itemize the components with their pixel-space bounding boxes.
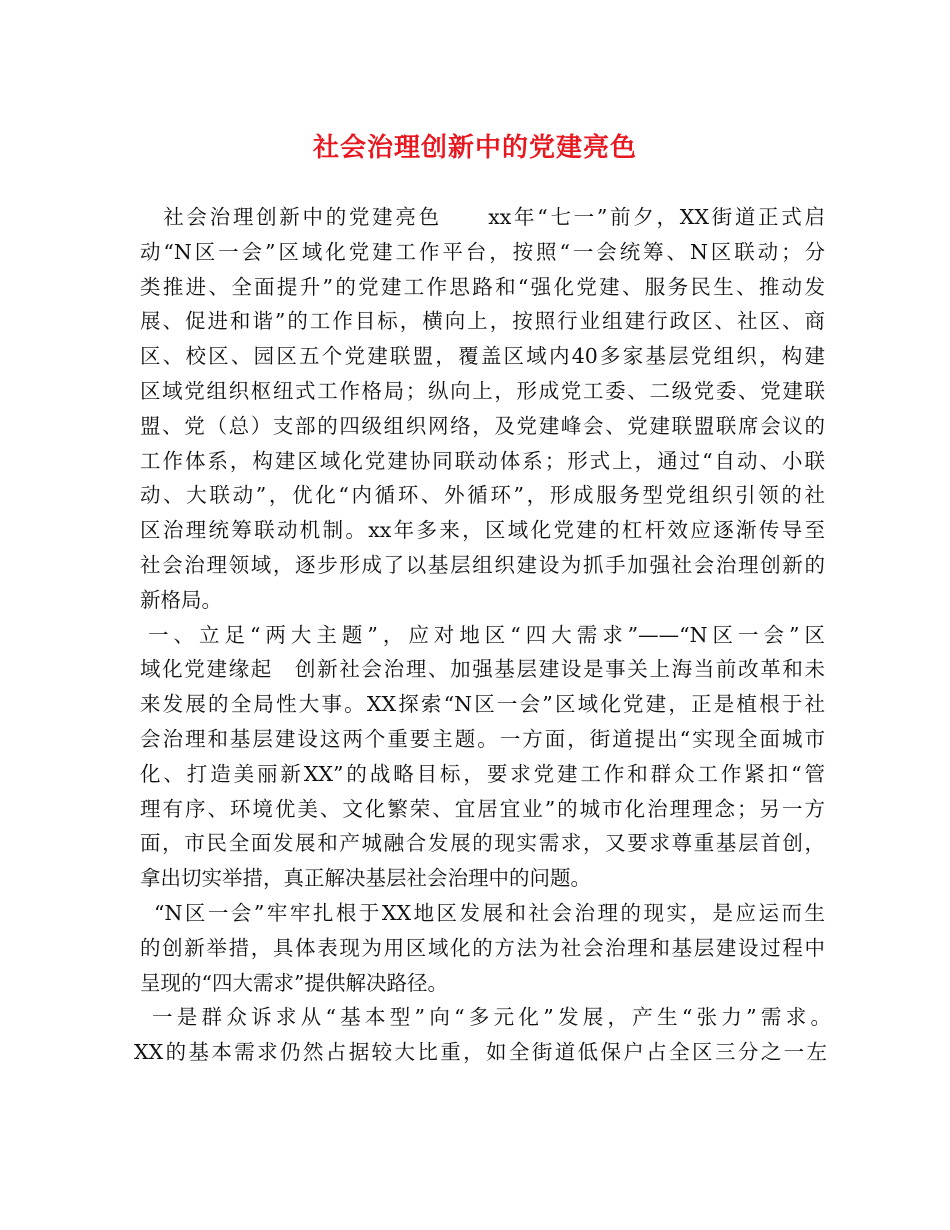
text-line: 工作体系，构建区域化党建协同联动体系；形式上，通过“自动、小联 [140,448,825,473]
text-line: 区治理统筹联动机制。xx年多来，区域化党建的杠杆效应逐渐传导至 [140,518,825,543]
text-line: 来发展的全局性大事。XX探索“N区一会”区域化党建，正是植根于社 [140,692,825,717]
text-line: 会治理和基层建设这两个重要主题。一方面，街道提出“实现全面城市 [140,726,825,751]
text-line: 化、打造美丽新XX”的战略目标，要求党建工作和群众工作紧扣“管 [140,761,825,786]
text-line: 展、促进和谐”的工作目标，横向上，按照行业组建行政区、社区、商 [140,309,825,334]
text-line: 社会治理领域，逐步形成了以基层组织建设为抓手加强社会治理创新的 [140,552,825,577]
text-line: 面，市民全面发展和产城融合发展的现实需求，又要求尊重基层首创， [140,831,825,856]
text-line: 盟、党（总）支部的四级组织网络，及党建峰会、党建联盟联席会议的 [140,413,825,438]
text-line: 理有序、环境优美、文化繁荣、宜居宜业”的城市化治理理念；另一方 [140,796,825,821]
text-line: “N区一会”牢牢扎根于XX地区发展和社会治理的现实，是应运而生 [154,900,825,925]
text-line: 动“N区一会”区域化党建工作平台，按照“一会统筹、N区联动；分 [140,239,825,264]
text-line: XX的基本需求仍然占据较大比重，如全街道低保户占全区三分之一左 [134,1040,827,1065]
text-line: 新格局。 [140,587,222,612]
text-line: 动、大联动”，优化“内循环、外循环”，形成服务型党组织引领的社 [140,483,825,508]
text-line: 域化党建缘起 创新社会治理、加强基层建设是事关上海当前改革和未 [140,657,825,682]
text-line: 类推进、全面提升”的党建工作思路和“强化党建、服务民生、推动发 [140,274,825,299]
text-line: 一、立足“两大主题”，应对地区“四大需求”——“N区一会”区 [148,622,825,647]
text-line: 社会治理创新中的党建亮色 xx年“七一”前夕，XX街道正式启 [140,205,825,229]
text-line: 区域党组织枢纽式工作格局；纵向上，形成党工委、二级党委、党建联 [140,378,825,403]
document-body [134,200,831,1070]
text-line: 区、校区、园区五个党建联盟，覆盖区域内40多家基层党组织，构建 [140,344,825,369]
text-line: 呈现的“四大需求”提供解决路径。 [140,970,448,995]
text-line: 一是群众诉求从“基本型”向“多元化”发展，产生“张力”需求。 [152,1005,831,1030]
text-line: 的创新举措，具体表现为用区域化的方法为社会治理和基层建设过程中 [140,935,825,960]
document-title: 社会治理创新中的党建亮色 [312,133,637,163]
text-line: 拿出切实举措，真正解决基层社会治理中的问题。 [140,866,591,891]
